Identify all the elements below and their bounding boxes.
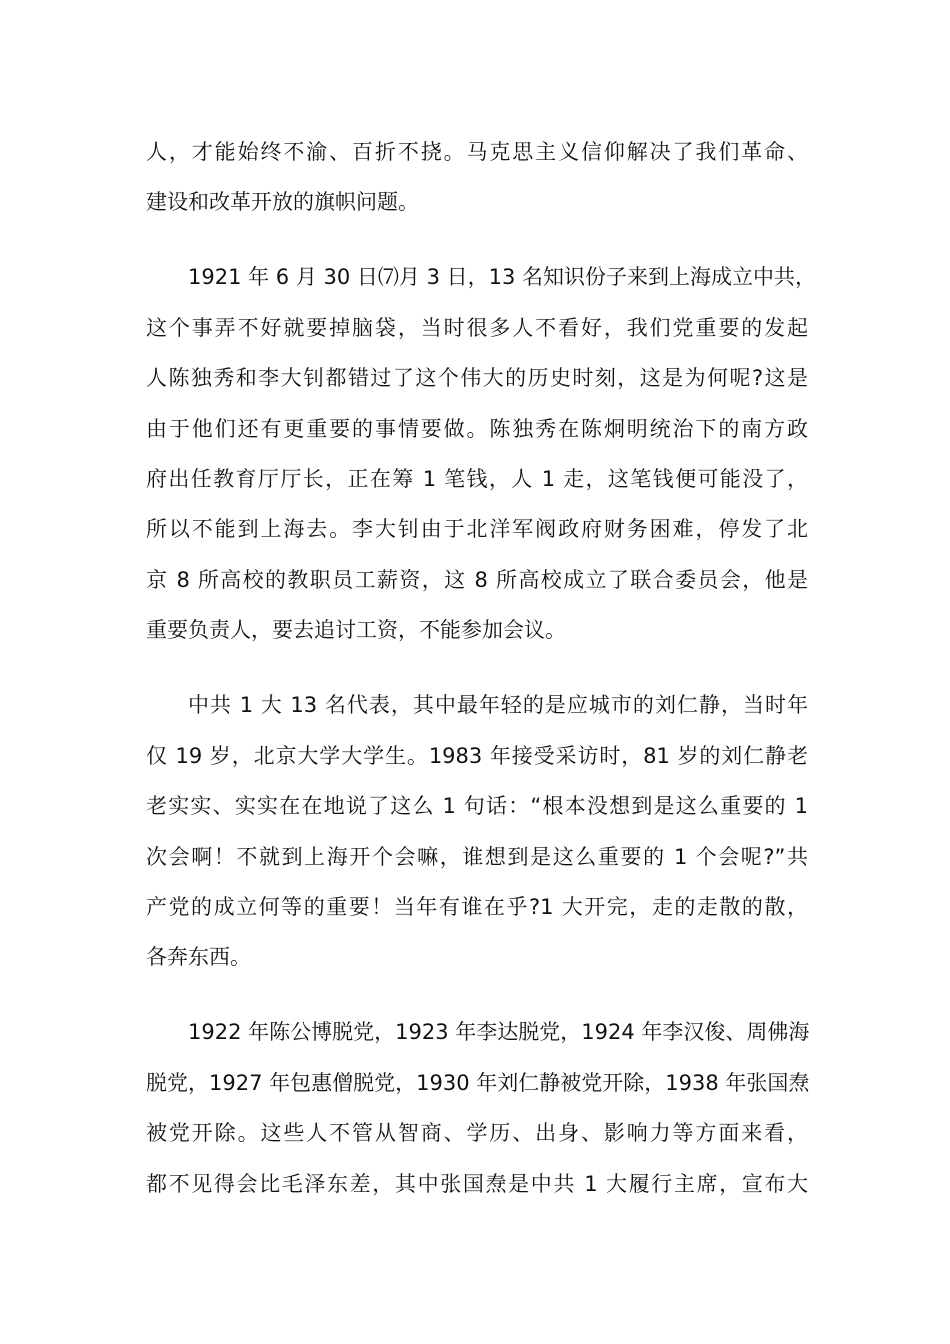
text-line: 产党的成立何等的重要！当年有谁在乎?1 大开完，走的走散的散，	[146, 895, 808, 919]
text-line: 被党开除。这些人不管从智商、学历、出身、影响力等方面来看，	[146, 1121, 808, 1145]
text-line: 中共 1 大 13 名代表，其中最年轻的是应城市的刘仁静，当时年	[188, 693, 808, 717]
text-line: 次会啊！不就到上海开个会嘛，谁想到是这么重要的 1 个会呢?”共	[146, 845, 808, 869]
text-line: 由于他们还有更重要的事情要做。陈独秀在陈炯明统治下的南方政	[146, 417, 808, 441]
text-line: 1921 年 6 月 30 日⑺月 3 日，13 名知识份子来到上海成立中共，	[188, 265, 817, 289]
text-line: 这个事弄不好就要掉脑袋，当时很多人不看好，我们党重要的发起	[146, 316, 808, 340]
text-line: 重要负责人，要去追讨工资，不能参加会议。	[146, 618, 566, 642]
text-line: 所以不能到上海去。李大钊由于北洋军阀政府财务困难，停发了北	[146, 517, 808, 541]
text-line: 京 8 所高校的教职员工薪资，这 8 所高校成立了联合委员会，他是	[146, 568, 808, 592]
text-line: 人，才能始终不渝、百折不挠。马克思主义信仰解决了我们革命、	[146, 140, 808, 164]
text-line: 建设和改革开放的旗帜问题。	[146, 190, 419, 214]
text-line: 府出任教育厅厅长，正在筹 1 笔钱，人 1 走，这笔钱便可能没了，	[146, 467, 808, 491]
text-line: 人陈独秀和李大钊都错过了这个伟大的历史时刻，这是为何呢?这是	[146, 366, 808, 390]
text-line: 仅 19 岁，北京大学大学生。1983 年接受采访时，81 岁的刘仁静老	[146, 744, 808, 768]
text-line: 1922 年陈公博脱党，1923 年李达脱党，1924 年李汉俊、周佛海	[188, 1020, 810, 1044]
text-line: 各奔东西。	[146, 945, 251, 969]
text-line: 老实实、实实在在地说了这么 1 句话：“根本没想到是这么重要的 1	[146, 794, 808, 818]
text-line: 脱党，1927 年包惠僧脱党，1930 年刘仁静被党开除，1938 年张国焘	[146, 1071, 810, 1095]
text-line: 都不见得会比毛泽东差，其中张国焘是中共 1 大履行主席，宣布大	[146, 1172, 808, 1196]
